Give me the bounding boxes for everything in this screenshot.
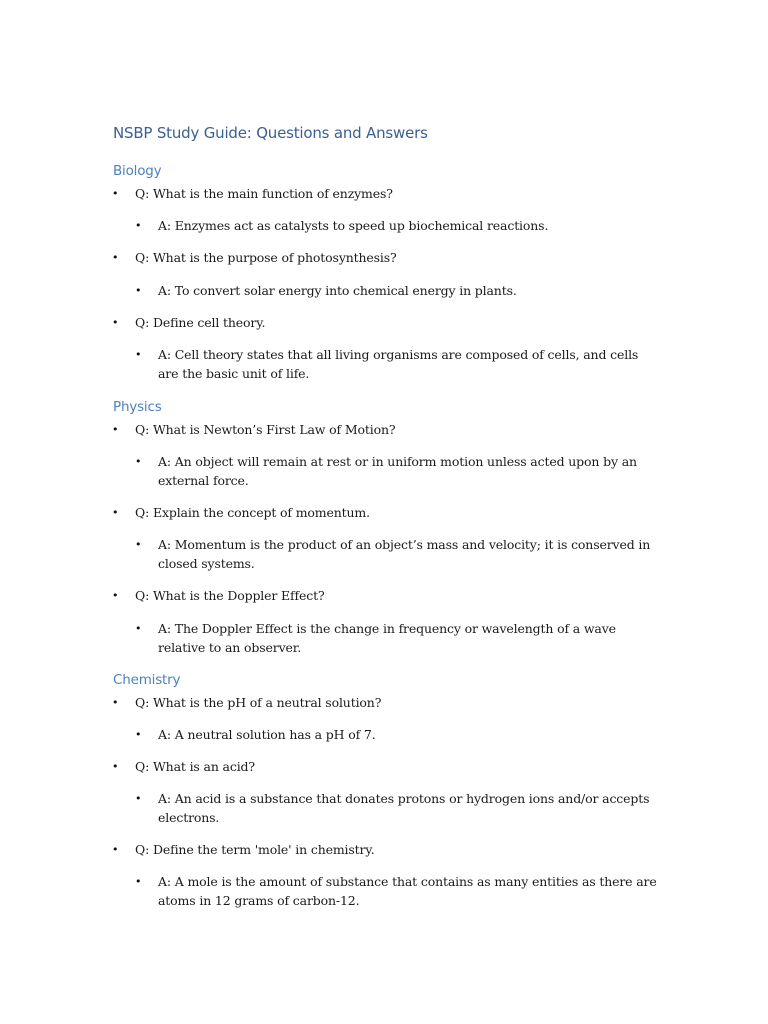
question-item [112, 184, 675, 203]
document-title: NSBP Study Guide: Questions and Answers [113, 124, 428, 142]
question-text: Q: What is the pH of a neutral solution? [135, 695, 382, 710]
answer-text: A: Momentum is the product of an object’s mass and velocity; it is conserved in closed systems. [158, 537, 651, 571]
question-text: Q: What is Newton’s First Law of Motion? [135, 422, 396, 437]
question-item [112, 840, 675, 859]
question-text: Q: Explain the concept of momentum. [135, 505, 370, 520]
section-heading-physics: Physics [113, 399, 162, 415]
answer-item [135, 619, 658, 657]
bullet-icon: • [135, 455, 142, 468]
answer-text: A: Enzymes act as catalysts to speed up biochemical reactions. [158, 218, 549, 233]
bullet-icon: • [112, 589, 119, 602]
question-text: Q: What is the main function of enzymes? [135, 186, 393, 201]
bullet-icon: • [112, 251, 119, 264]
answer-item [135, 216, 658, 235]
answer-text: A: To convert solar energy into chemical energy in plants. [158, 283, 517, 298]
question-item [112, 757, 675, 776]
bullet-icon: • [135, 875, 142, 888]
bullet-icon: • [135, 792, 142, 805]
question-text: Q: Define the term 'mole' in chemistry. [135, 842, 375, 857]
question-text: Q: Define cell theory. [135, 315, 266, 330]
bullet-icon: • [135, 284, 142, 297]
question-item [112, 586, 675, 605]
bullet-icon: • [112, 760, 119, 773]
answer-item [135, 281, 658, 300]
question-text: Q: What is an acid? [135, 759, 255, 774]
answer-item [135, 452, 658, 490]
answer-item [135, 535, 658, 573]
bullet-icon: • [135, 728, 142, 741]
question-text: Q: What is the Doppler Effect? [135, 588, 325, 603]
answer-text: A: An acid is a substance that donates protons or hydrogen ions and/or accepts electrons. [158, 791, 650, 825]
section-heading-biology: Biology [113, 163, 162, 179]
question-item [112, 248, 675, 267]
answer-item [135, 725, 658, 744]
answer-text: A: An object will remain at rest or in uniform motion unless acted upon by an external force. [158, 454, 637, 488]
answer-item [135, 872, 658, 910]
answer-text: A: The Doppler Effect is the change in frequency or wavelength of a wave relative to an observer. [158, 621, 616, 655]
bullet-icon: • [135, 538, 142, 551]
answer-text: A: Cell theory states that all living organisms are composed of cells, and cells are the basic unit of life. [158, 347, 639, 381]
bullet-icon: • [112, 696, 119, 709]
section-heading-chemistry: Chemistry [113, 672, 181, 688]
question-item [112, 420, 675, 439]
bullet-icon: • [112, 187, 119, 200]
bullet-icon: • [112, 423, 119, 436]
bullet-icon: • [112, 843, 119, 856]
question-item [112, 693, 675, 712]
bullet-icon: • [135, 348, 142, 361]
answer-text: A: A mole is the amount of substance that contains as many entities as there are atoms in 12 grams of carbon-12. [158, 874, 657, 908]
question-text: Q: What is the purpose of photosynthesis? [135, 250, 397, 265]
answer-text: A: A neutral solution has a pH of 7. [158, 727, 376, 742]
bullet-icon: • [135, 622, 142, 635]
bullet-icon: • [112, 316, 119, 329]
bullet-icon: • [112, 506, 119, 519]
answer-item [135, 345, 658, 383]
answer-item [135, 789, 658, 827]
question-item [112, 503, 675, 522]
bullet-icon: • [135, 219, 142, 232]
question-item [112, 313, 675, 332]
